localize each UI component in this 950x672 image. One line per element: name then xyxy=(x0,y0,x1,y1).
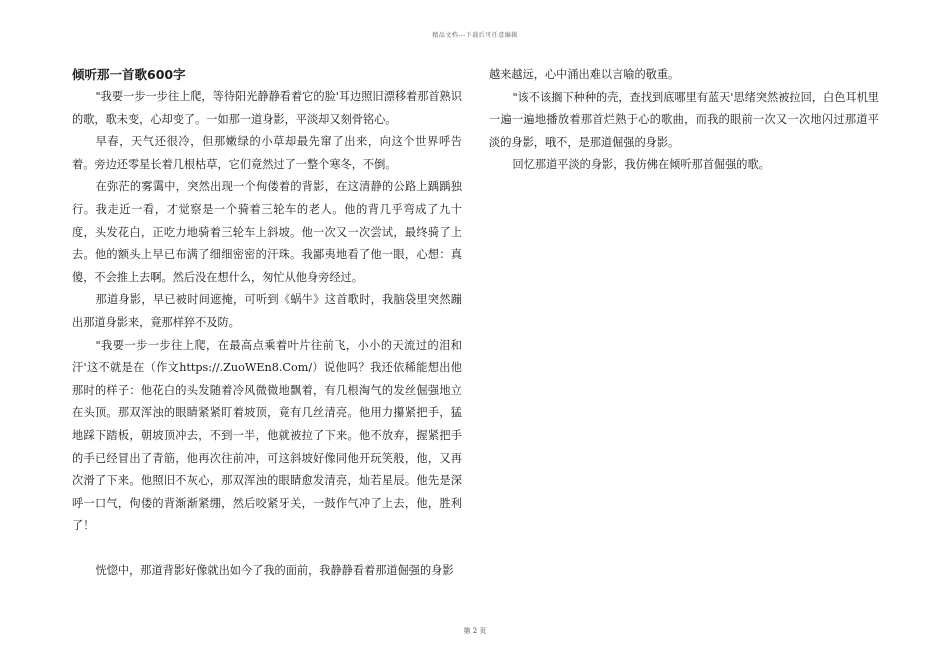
article-title: 倾听那一首歌600字 xyxy=(72,67,186,82)
paragraph: 回忆那道平淡的身影，我仿佛在倾听那首倔强的歌。 xyxy=(512,158,770,172)
right-column xyxy=(489,64,879,177)
paragraph: 早春，天气还很冷，但那嫩绿的小草却最先窜了出来，向这个世界呼告着。旁边还零星长着几根枯草，它们竟然过了一整个寒冬，不倒。 xyxy=(72,135,462,171)
paragraph: "该不该搁下种种的壳，查找到底哪里有蓝天'思绪突然被拉回，白色耳机里一遍一遍地播放着那首烂熟于心的歌曲，而我的眼前一次又一次地闪过那道平淡的身影，哦不，是那道倔强的身影。 xyxy=(489,90,879,149)
paragraph-continuation: 越来越远，心中涌出难以言喻的敬重。 xyxy=(489,68,680,81)
page-number: 第 2 页 xyxy=(463,627,487,635)
page-header: 精品文档---下载后可任意编辑 xyxy=(432,32,518,39)
paragraph: 在弥茫的雾霭中，突然出现一个佝偻着的背影，在这清静的公路上踽踽独行。我走近一看，才觉察是一个骑着三轮车的老人。他的背几乎弯成了九十度，头发花白，正吃力地骑着三轮车上斜坡。他一次又一次尝试，最终骑了上去。他的额头上早已布满了细细密密的汗珠。我鄙夷地看了他一眼，心想：真傻，不会推上去啊。然后没在想什么，匆忙从他身旁经过。 xyxy=(72,180,462,284)
paragraph: "我要一步一步往上爬，在最高点乘着叶片往前飞，小小的天流过的泪和汗'这不就是在（作文https://.ZuoWEn8.Com/）说他吗？我还依稀能想出他那时的样子：他花白的头发随着冷风微微地飘着，有几根淘气的发丝倔强地立在头顶。那双浑浊的眼睛紧紧盯着坡顶，竟有几丝清亮。他用力攥紧把手，猛地踩下踏板，朝坡顶冲去，不到一半，他就被拉了下来。他不放弃，握紧把手的手已经冒出了青筋，他再次往前冲，可这斜坡好像同他开玩笑般，他，又再次滑了下来。他照旧不灰心，那双浑浊的眼睛愈发清亮，灿若星辰。他先是深呼一口气，佝偻的背渐渐紧绷，然后咬紧牙关，一鼓作气冲了上去，他，胜利了！ xyxy=(72,338,462,533)
paragraph: 那道身影，早已被时间遮掩，可听到《蜗牛》这首歌时，我脑袋里突然蹦出那道身影来，竟那样猝不及防。 xyxy=(72,293,462,329)
paragraph: 恍惚中，那道背影好像就出如今了我的面前，我静静看着那道倔强的身影 xyxy=(95,563,454,577)
paragraph: "我要一步一步往上爬，等待阳光静静看着它的脸'耳边照旧漂移着那首熟识的歌，歌未变，心却变了。一如那一道身影，平淡却又刻骨铭心。 xyxy=(72,90,462,126)
paragraph-gap xyxy=(72,538,462,560)
left-column xyxy=(72,64,462,582)
